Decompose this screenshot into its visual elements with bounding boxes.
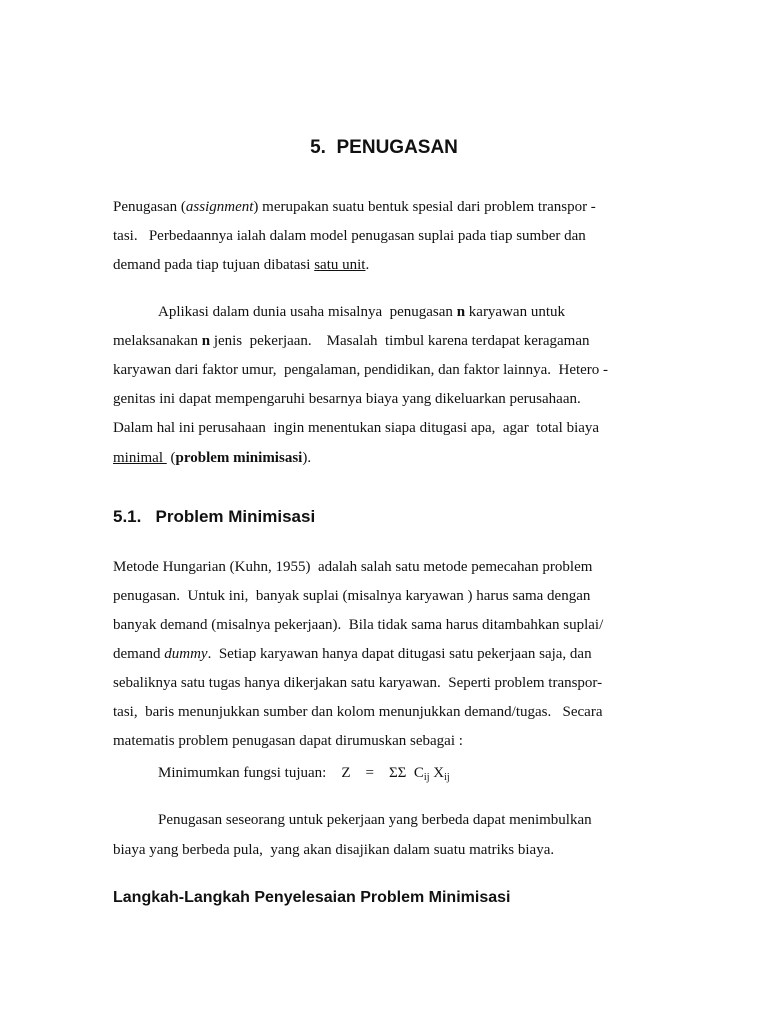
para3-line3: banyak demand (misalnya pekerjaan). Bila tidak sama harus ditambahkan suplai/ [113, 617, 604, 633]
formula-label: Minimumkan fungsi tujuan: Z = ΣΣ C [158, 765, 424, 781]
para3-line1: Metode Hungarian (Kuhn, 1955) adalah salah satu metode pemecahan problem [113, 559, 593, 575]
text-span: karyawan untuk [465, 304, 565, 320]
para2-line1 [158, 298, 565, 327]
para2-line3: karyawan dari faktor umur, pengalaman, pendidikan, dan faktor lainnya. Hetero - [113, 362, 609, 378]
text-span: ). [302, 450, 312, 466]
para3-line4 [113, 640, 592, 669]
italic-term: assignment [185, 199, 254, 215]
bold-term: n [201, 333, 211, 349]
para3-line7: matematis problem penugasan dapat dirumuskan sebagai : [113, 733, 463, 749]
text-span: melaksanakan [113, 333, 202, 349]
subsection-heading: Langkah-Langkah Penyelesaian Problem Minimisasi [113, 889, 511, 906]
text-span: . [365, 257, 370, 273]
text-span: ) merupakan suatu bentuk spesial dari problem transpor - [253, 199, 596, 215]
text-span: Penugasan ( [113, 199, 186, 215]
para2-line6 [113, 444, 311, 473]
para1-line1 [113, 193, 596, 222]
para2-line4: genitas ini dapat mempengaruhi besarnya biaya yang dikeluarkan perusahaan. [113, 391, 581, 407]
formula-subscript: ij [423, 772, 430, 783]
para3-line5: sebaliknya satu tugas hanya dikerjakan satu karyawan. Seperti problem transpor- [113, 675, 603, 691]
text-span: Aplikasi dalam dunia usaha misalnya penugasan [158, 304, 457, 320]
section-heading: 5.1. Problem Minimisasi [113, 507, 316, 526]
para2-line5: Dalam hal ini perusahaan ingin menentukan siapa ditugasi apa, agar total biaya [113, 420, 600, 436]
para4-line2: biaya yang berbeda pula, yang akan disajikan dalam suatu matriks biaya. [113, 842, 555, 858]
text-span: demand [113, 646, 165, 662]
bold-term: problem minimisasi [175, 450, 303, 466]
underlined-term: minimal [113, 450, 167, 466]
formula-variable: X [429, 765, 445, 781]
objective-formula [158, 759, 450, 788]
para1-line3 [113, 251, 369, 280]
underlined-term: satu unit [314, 257, 366, 273]
text-span: . Setiap karyawan hanya dapat ditugasi satu pekerjaan saja, dan [207, 646, 592, 662]
para4-line1: Penugasan seseorang untuk pekerjaan yang berbeda dapat menimbulkan [158, 812, 592, 828]
para2-line2 [113, 327, 590, 356]
text-span: demand pada tiap tujuan dibatasi [113, 257, 315, 273]
page-title: 5. PENUGASAN [310, 137, 458, 158]
para3-line6: tasi, baris menunjukkan sumber dan kolom menunjukkan demand/tugas. Secara [113, 704, 603, 720]
para1-line2: tasi. Perbedaannya ialah dalam model penugasan suplai pada tiap sumber dan [113, 228, 586, 244]
text-span: jenis pekerjaan. Masalah timbul karena terdapat keragaman [210, 333, 590, 349]
formula-subscript: ij [444, 772, 450, 783]
text-span: ( [166, 450, 176, 466]
para3-line2: penugasan. Untuk ini, banyak suplai (misalnya karyawan ) harus sama dengan [113, 588, 591, 604]
italic-term: dummy [164, 646, 208, 662]
bold-term: n [456, 304, 466, 320]
